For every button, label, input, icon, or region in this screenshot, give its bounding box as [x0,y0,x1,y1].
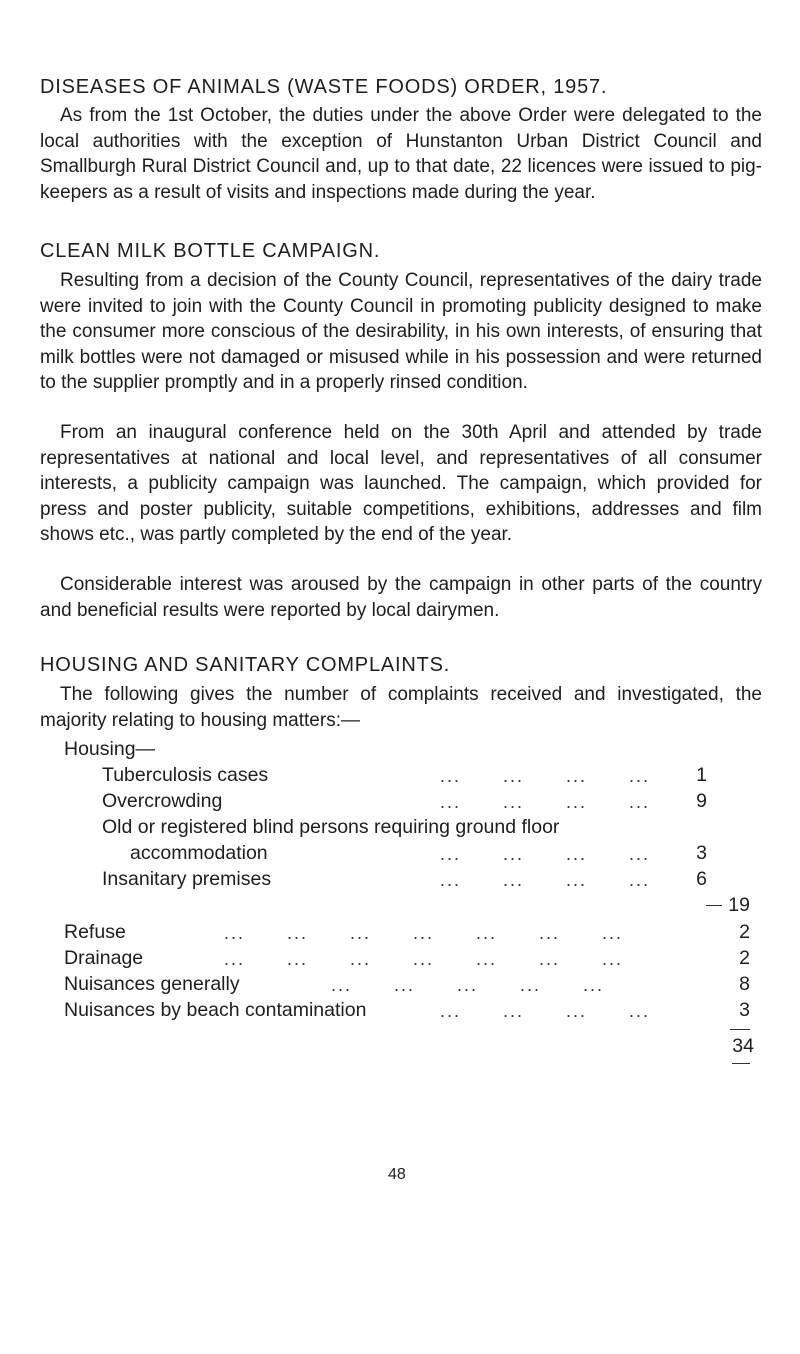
section-heading-milk-bottle: CLEAN MILK BOTTLE CAMPAIGN. [40,240,381,262]
paragraph-housing-intro: The following gives the number of complaints received and investigated, the majority relating to housing matters:— [40,684,762,731]
row-label: Tuberculosis cases [102,764,269,786]
row-value: 2 [739,921,750,943]
leader-dots: ... ... ... ... [440,1001,651,1021]
row-label: Drainage [64,947,144,969]
leader-dots: ... ... ... ... [440,870,651,890]
leader-dots: ... ... ... ... [440,766,651,786]
housing-subtotal: 19 [728,894,750,916]
row-label: Insanitary premises [102,868,272,890]
row-label: Refuse [64,921,126,943]
total-rule [730,1029,750,1030]
page-number: 48 [388,1166,406,1183]
paragraph-milk-bottle-3: Considerable interest was aroused by the campaign in other parts of the country and beneficial results were reported by local dairymen. [40,574,762,621]
row-label: Overcrowding [102,790,223,812]
grand-total: 34 [732,1035,754,1057]
row-label: Old or registered blind persons requiring ground floor [102,816,560,838]
paragraph-milk-bottle-1: Resulting from a decision of the County Council, representatives of the dairy trade were invited to join with the County Council in promoting publicity designed to make the consumer more conscious of the desirability, in his own interests, of ensuring that milk bottles were not damaged or misused while in his possession and were returned to the supplier promptly and in a properly rinsed condition. [40,270,762,393]
housing-group-label: Housing— [64,738,156,760]
section-heading-housing: HOUSING AND SANITARY COMPLAINTS. [40,654,451,676]
row-value: 6 [696,868,707,890]
row-value: 3 [739,999,750,1021]
row-label-continuation: accommodation [130,842,268,864]
row-value: 3 [696,842,707,864]
leader-dots: ... ... ... ... [440,792,651,812]
row-label: Nuisances generally [64,973,240,995]
row-value: 2 [739,947,750,969]
row-value: 8 [739,973,750,995]
row-label: Nuisances by beach contamination [64,999,367,1021]
leader-dots: ... ... ... ... [440,844,651,864]
leader-dots: ... ... ... ... ... ... ... [224,923,624,943]
section-heading-waste-foods: DISEASES OF ANIMALS (WASTE FOODS) ORDER, 1957. [40,76,608,98]
leader-dots: ... ... ... ... ... ... ... [224,949,624,969]
row-value: 9 [696,790,707,812]
row-value: 1 [696,764,707,786]
paragraph-milk-bottle-2: From an inaugural conference held on the 30th April and attended by trade representatives at national and local level, and representatives of all consumer interests, a publicity campaign was launched. The campaign, which provided for press and poster publicity, suitable competitions, exhibitions, addresses and film shows etc., was partly completed by the end of the year. [40,422,762,545]
total-underline [732,1063,750,1064]
leader-dots: ... ... ... ... ... [331,975,605,995]
paragraph-waste-foods: As from the 1st October, the duties under the above Order were delegated to the local authorities with the exception of Hunstanton Urban District Council and Smallburgh Rural District Council and, up to that date, 22 licences were issued to pig-keepers as a result of visits and inspections made during the year. [40,105,762,203]
